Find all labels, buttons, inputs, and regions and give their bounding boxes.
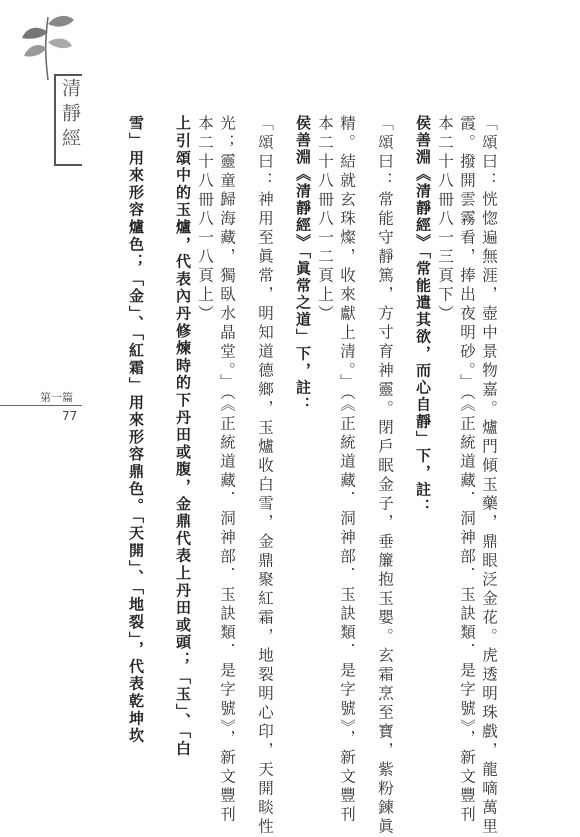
- text-column: 本二十八冊八一八頁上）: [196, 115, 214, 324]
- tea-leaf-icon: [18, 12, 78, 82]
- vertical-text-body: [108, 115, 500, 837]
- text-column: 光；靈童歸海藏，獨臥水晶堂。」（《正統道藏．洞神部．玉訣類．是字號》，新文豐刊: [218, 115, 236, 825]
- text-column: 「頌曰：恍惚遍無涯，壺中景物嘉。爐門傾玉藥，鼎眼泛金花。虎透明珠戲，龍嘀萬里: [480, 115, 498, 837]
- book-title: 清靜經: [59, 78, 81, 153]
- page-marker: [0, 383, 82, 431]
- text-column: 本二十八冊八一三頁下）: [436, 115, 454, 324]
- commentary-column: 雪」用來形容爐色；「金」、「紅霜」用來形容鼎色。「天開」、「地裂」，代表乾坤坎: [127, 115, 145, 745]
- section-heading: 侯善淵《清靜經》「眞常之道」下，註：: [294, 115, 312, 414]
- section-heading: 侯善淵《清靜經》「常能遣其欲，而心自靜」下，註：: [414, 115, 432, 516]
- header-ornament: [18, 12, 88, 162]
- chapter-label: 第一篇: [40, 391, 73, 404]
- text-column: 本二十八冊八一二頁上）: [316, 115, 334, 324]
- commentary-column: 上引頌中的玉爐，代表內丹修煉時的下丹田或腹，金鼎代表上丹田或頭；「玉」、「白: [174, 115, 192, 758]
- divider: [0, 405, 82, 406]
- text-column: 霞。撥開雲霧看，捧出夜明砂。」（《正統道藏．洞神部．玉訣類．是字號》，新文豐刊: [458, 115, 476, 825]
- text-column: 精。結就玄珠燦，收來獻上清。」（《正統道藏．洞神部．玉訣類．是字號》，新文豐刊: [338, 115, 356, 825]
- text-column: 「頌曰：神用至眞常，明知道德鄉，玉爐收白雪，金鼎聚紅霜，地裂明心印，天開睒性: [256, 115, 274, 837]
- page-number: 77: [62, 409, 78, 423]
- text-column: 「頌曰：常能守靜篤，方寸育神靈。閉戶眠金子，垂簾抱玉嬰。玄霜烹至寶，紫粉鍊眞: [376, 115, 394, 837]
